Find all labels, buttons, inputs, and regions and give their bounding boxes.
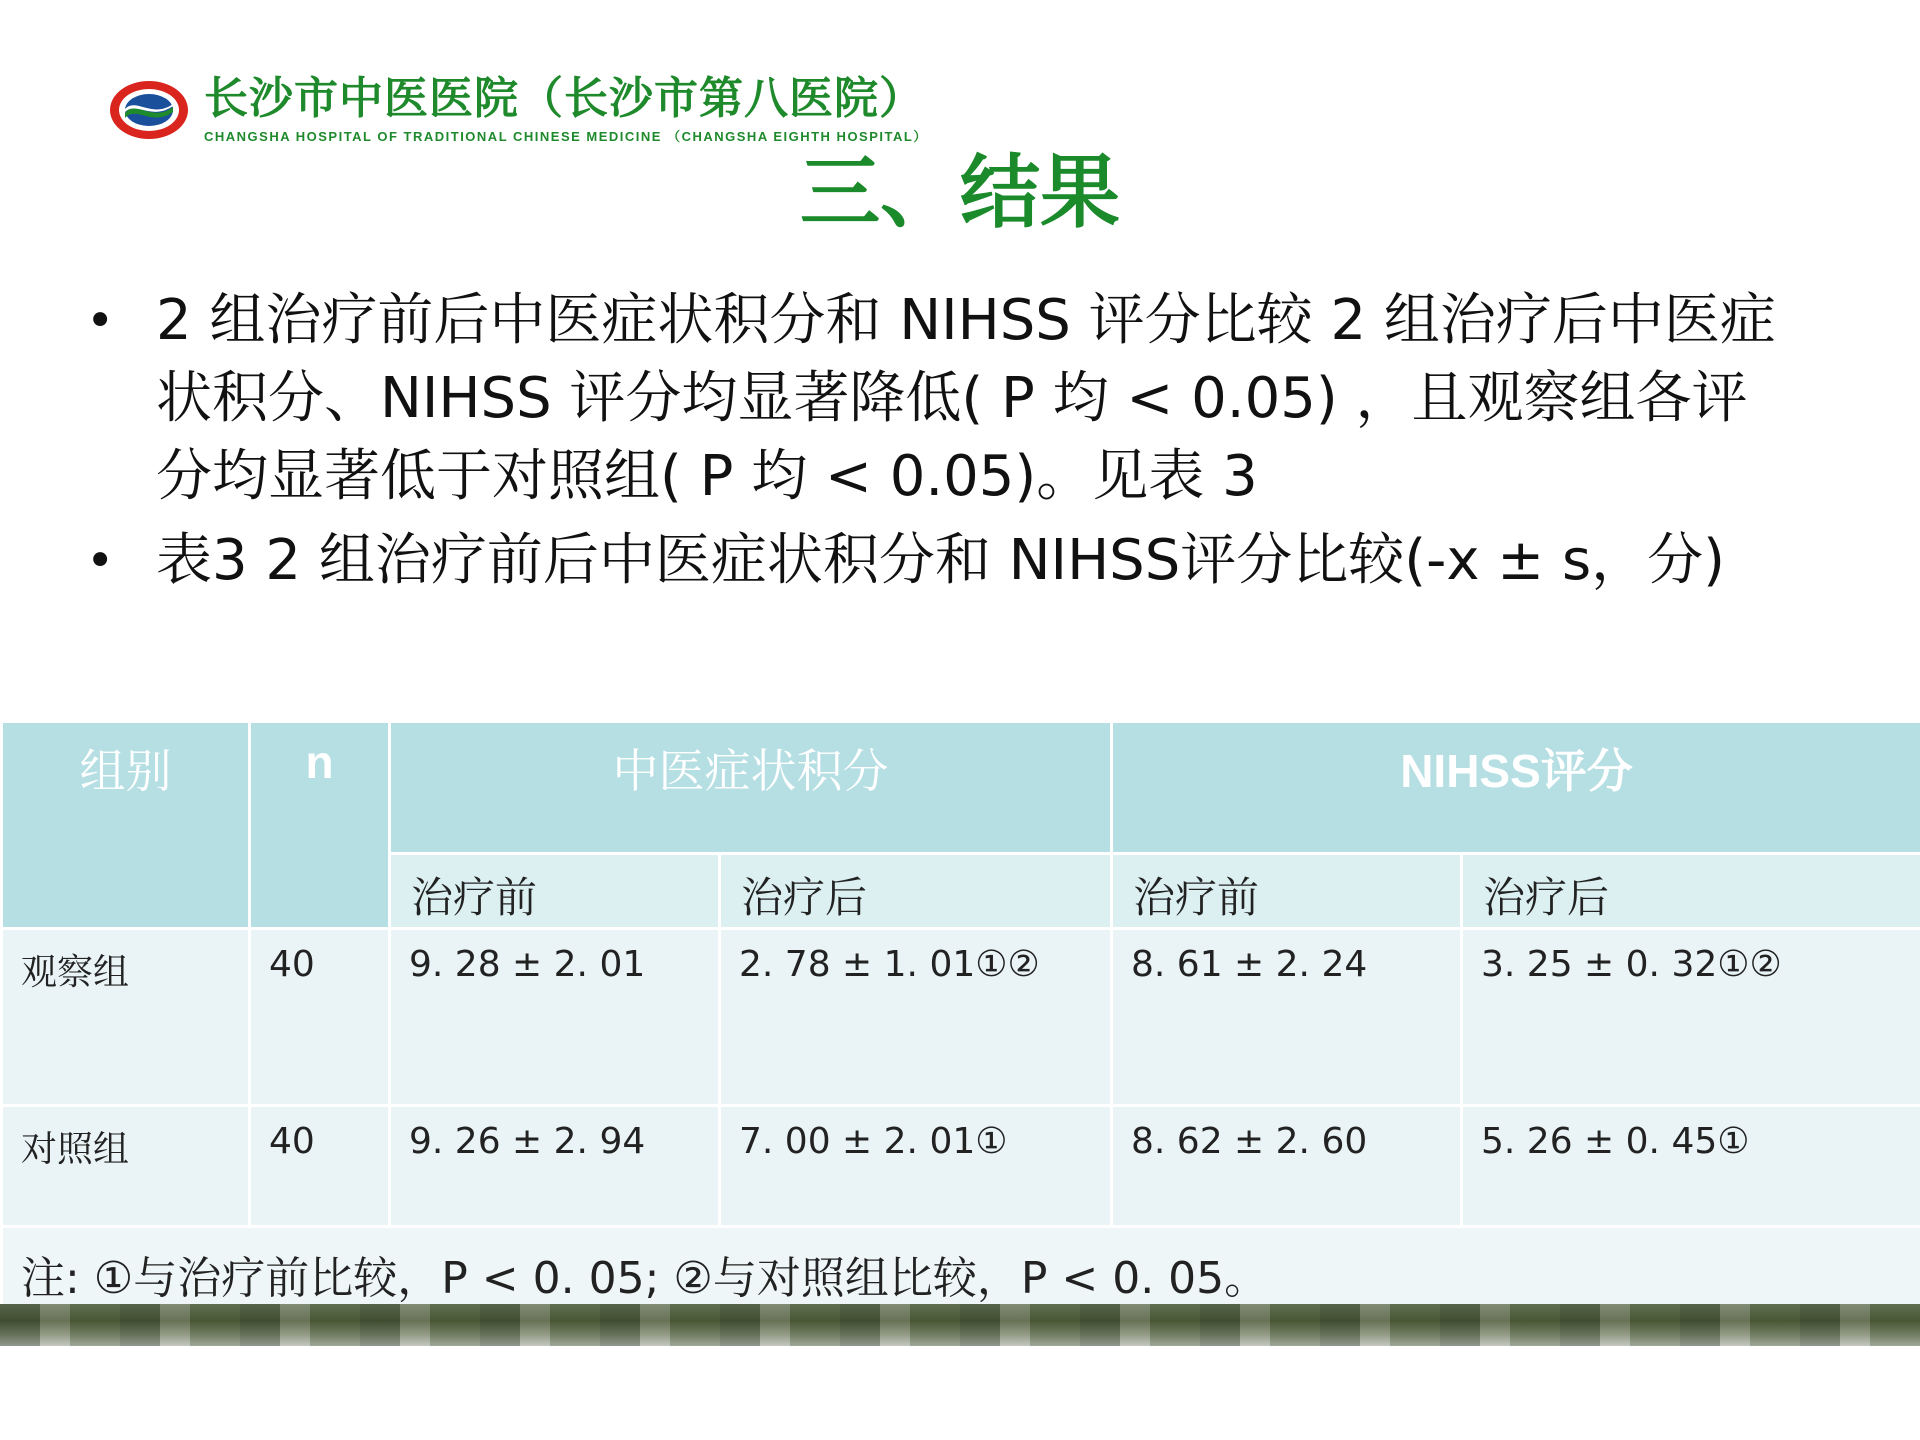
cell-tcm-before: 9. 28 ± 2. 01 bbox=[390, 929, 720, 1106]
cell-nihss-before: 8. 62 ± 2. 60 bbox=[1112, 1106, 1462, 1227]
cell-group: 对照组 bbox=[2, 1106, 250, 1227]
bullet-text: 表3 2 组治疗前后中医症状积分和 NIHSS评分比较(-x ± s，分) bbox=[156, 528, 1726, 593]
header-tcm-score: 中医症状积分 bbox=[390, 722, 1112, 854]
bullet-item bbox=[80, 522, 1800, 600]
hospital-header bbox=[108, 74, 928, 145]
bullet-dot-icon: • bbox=[86, 293, 115, 349]
hospital-logo-icon bbox=[108, 79, 190, 141]
cell-n: 40 bbox=[250, 929, 390, 1106]
header-nihss-score: NIHSS评分 bbox=[1112, 722, 1920, 854]
bullet-list bbox=[80, 282, 1800, 600]
cell-nihss-after: 3. 25 ± 0. 32①② bbox=[1462, 929, 1920, 1106]
results-table bbox=[0, 720, 1920, 1309]
table-note-row bbox=[2, 1227, 1920, 1308]
table-row bbox=[2, 1106, 1920, 1227]
subheader-tcm-before: 治疗前 bbox=[390, 854, 720, 929]
cell-nihss-before: 8. 61 ± 2. 24 bbox=[1112, 929, 1462, 1106]
table-row bbox=[2, 929, 1920, 1106]
cell-nihss-after: 5. 26 ± 0. 45① bbox=[1462, 1106, 1920, 1227]
cell-tcm-before: 9. 26 ± 2. 94 bbox=[390, 1106, 720, 1227]
header-group: 组别 bbox=[2, 722, 250, 929]
cell-tcm-after: 7. 00 ± 2. 01① bbox=[720, 1106, 1112, 1227]
bullet-dot-icon: • bbox=[86, 533, 115, 589]
hospital-name-en: CHANGSHA HOSPITAL OF TRADITIONAL CHINESE MEDICINE （CHANGSHA EIGHTH HOSPITAL） bbox=[204, 129, 928, 144]
subheader-nihss-before: 治疗前 bbox=[1112, 854, 1462, 929]
table-note: 注: ①与治疗前比较，P < 0. 05; ②与对照组比较，P < 0. 05。 bbox=[2, 1227, 1920, 1308]
subheader-tcm-after: 治疗后 bbox=[720, 854, 1112, 929]
results-table-container bbox=[0, 720, 1920, 1309]
cell-tcm-after: 2. 78 ± 1. 01①② bbox=[720, 929, 1112, 1106]
cell-group: 观察组 bbox=[2, 929, 250, 1106]
cell-n: 40 bbox=[250, 1106, 390, 1227]
landscape-footer-image bbox=[0, 1304, 1920, 1346]
subheader-nihss-after: 治疗后 bbox=[1462, 854, 1920, 929]
header-n: n bbox=[250, 722, 390, 929]
bullet-text: 2 组治疗前后中医症状积分和 NIHSS 评分比较 2 组治疗后中医症状积分、NIHSS 评分均显著降低( P 均 < 0.05) ，且观察组各评分均显著低于对照组( P 均 < 0.05)。见表 3 bbox=[156, 288, 1776, 509]
bullet-item bbox=[80, 282, 1800, 516]
hospital-name-cn: 长沙市中医医院（长沙市第八医院） bbox=[204, 73, 924, 124]
slide-title: 三、结果 bbox=[800, 146, 1120, 239]
